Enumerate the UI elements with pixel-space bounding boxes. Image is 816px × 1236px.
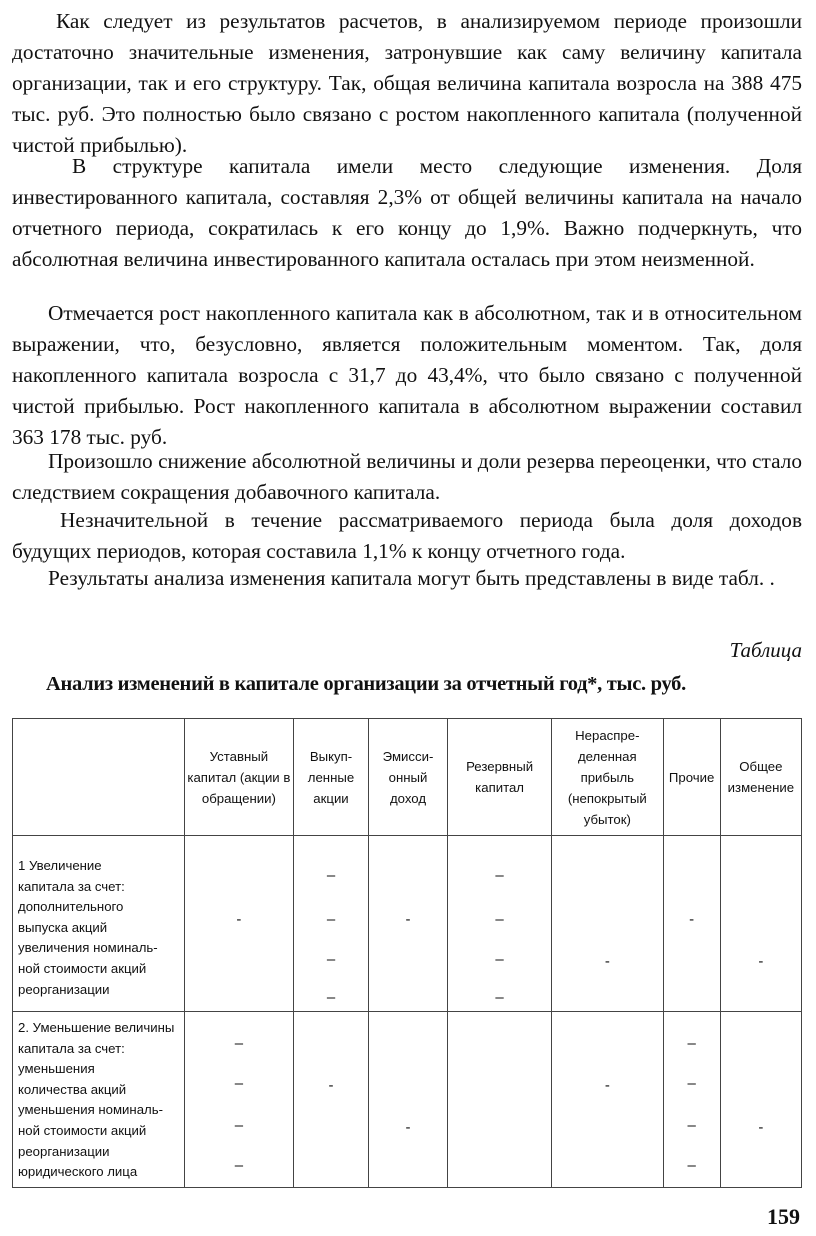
dash-mark: – <box>326 911 336 928</box>
dash-mark: – <box>495 951 504 968</box>
dash-mark: – <box>495 867 504 884</box>
table-row <box>13 1012 802 1188</box>
row-label-line: капитала за счет: <box>18 1040 125 1056</box>
table-cell <box>294 836 369 1012</box>
dash-mark: – <box>495 989 504 1006</box>
row-label-line: выпуска акций <box>18 919 108 935</box>
dash-mark: - <box>405 1119 411 1136</box>
row-label-line: реорганизации <box>18 981 110 997</box>
paragraph-6: Результаты анализа изменения капитала могут быть представлены в виде табл. . <box>48 566 775 590</box>
header-cell: Прочие <box>663 719 720 836</box>
table-cell <box>720 836 801 1012</box>
row-label-line: увеличения номиналь- <box>18 940 158 956</box>
paragraph-5: Незначительной в течение рассматриваемого периода была доля доходов будущих периодов, которая составила 1,1% к концу отчетного года. <box>12 508 802 563</box>
paragraph-2: В структуре капитала имели место следующие изменения. Доля инвестированного капитала, составляя 2,3% от общей величины капитала на начало отчетного периода, сократилась к его концу до 1,9%. Важно подчеркнуть, что абсолютная величина инвестированного капитала осталась при этом неизменной. <box>12 154 802 271</box>
table-cell <box>368 1012 447 1188</box>
table-cell <box>552 836 663 1012</box>
dash-mark: - <box>405 911 411 928</box>
dash-mark: – <box>687 1157 696 1174</box>
dash-mark: – <box>234 1117 244 1134</box>
header-cell: Общее изменение <box>720 719 801 836</box>
dash-mark: - <box>604 953 610 970</box>
table-cell <box>663 836 720 1012</box>
row-label-line: ной стоимости акций <box>18 1122 147 1138</box>
table-cell <box>720 1012 801 1188</box>
dash-mark: – <box>687 1035 696 1052</box>
table-title: Анализ изменений в капитале организации за отчетный год*, тыс. руб. <box>46 673 686 695</box>
row-label-line: уменьшения номиналь- <box>18 1102 163 1118</box>
table-label: Таблица <box>729 638 802 662</box>
header-cell: Резервный капитал <box>448 719 552 836</box>
table-cell <box>448 1012 552 1188</box>
dash-mark: – <box>234 1157 244 1174</box>
table-cell <box>184 836 293 1012</box>
paragraph-1: Как следует из результатов расчетов, в анализируемом периоде произошли достаточно значительные изменения, затронувшие как саму величину капитала организации, так и его структуру. Так, общая величина капитала возросла на 388 475 тыс. руб. Это полностью было связано с ростом накопленного капитала (полученной чистой прибылью). <box>12 9 802 157</box>
row-label-line: ной стоимости акций <box>18 960 147 976</box>
row-label <box>13 1012 185 1188</box>
table-cell <box>184 1012 293 1188</box>
row-label <box>13 836 185 1012</box>
header-cell <box>13 719 185 836</box>
row-label-line: 2. Уменьшение величины <box>18 1020 175 1035</box>
table-cell <box>294 1012 369 1188</box>
page-number: 159 <box>767 1204 800 1229</box>
dash-mark: – <box>687 1117 696 1134</box>
dash-mark: – <box>687 1075 696 1092</box>
dash-mark: – <box>234 1035 244 1052</box>
row-label-line: количества акций <box>18 1081 127 1097</box>
header-cell: Эмисси- онный доход <box>368 719 447 836</box>
row-label-line: дополнительного <box>18 899 124 915</box>
row-label-line: капитала за счет: <box>18 878 125 894</box>
table-row <box>13 836 802 1012</box>
row-label-line: реорганизации <box>18 1143 110 1159</box>
dash-mark: - <box>604 1077 610 1094</box>
paragraph-4: Произошло снижение абсолютной величины и доли резерва переоценки, что стало следствием сокращения добавочного капитала. <box>12 449 802 504</box>
dash-mark: - <box>689 911 695 928</box>
dash-mark: – <box>326 867 336 884</box>
header-cell: Нераспре- деленная прибыль (непокрытый убыток) <box>552 719 663 836</box>
table-cell <box>552 1012 663 1188</box>
dash-mark: – <box>326 989 336 1006</box>
dash-mark: - <box>758 953 764 970</box>
table-cell <box>663 1012 720 1188</box>
paragraph-3: Отмечается рост накопленного капитала как в абсолютном, так и в относительном выражении, что, безусловно, является положительным моментом. Так, доля накопленного капитала возросла с 31,7 до 43,4%, что было связано с полученной чистой прибылью. Рост накопленного капитала в абсолютном выражении составил 363 178 тыс. руб. <box>12 301 802 449</box>
row-label-line: юридического лица <box>18 1164 138 1180</box>
dash-mark: - <box>758 1119 764 1136</box>
dash-mark: – <box>234 1075 244 1092</box>
table-header-row <box>13 719 802 836</box>
header-cell: Уставный капитал (акции в обращении) <box>184 719 293 836</box>
dash-mark: - <box>236 911 242 928</box>
table-cell <box>368 836 447 1012</box>
row-label-line: 1 Увеличение <box>18 858 102 873</box>
row-label-line: уменьшения <box>18 1061 95 1077</box>
dash-mark: – <box>326 951 336 968</box>
header-cell: Выкуп- ленные акции <box>294 719 369 836</box>
dash-mark: – <box>495 911 504 928</box>
capital-changes-table <box>12 718 802 1188</box>
dash-mark: - <box>328 1077 334 1094</box>
table-cell <box>448 836 552 1012</box>
